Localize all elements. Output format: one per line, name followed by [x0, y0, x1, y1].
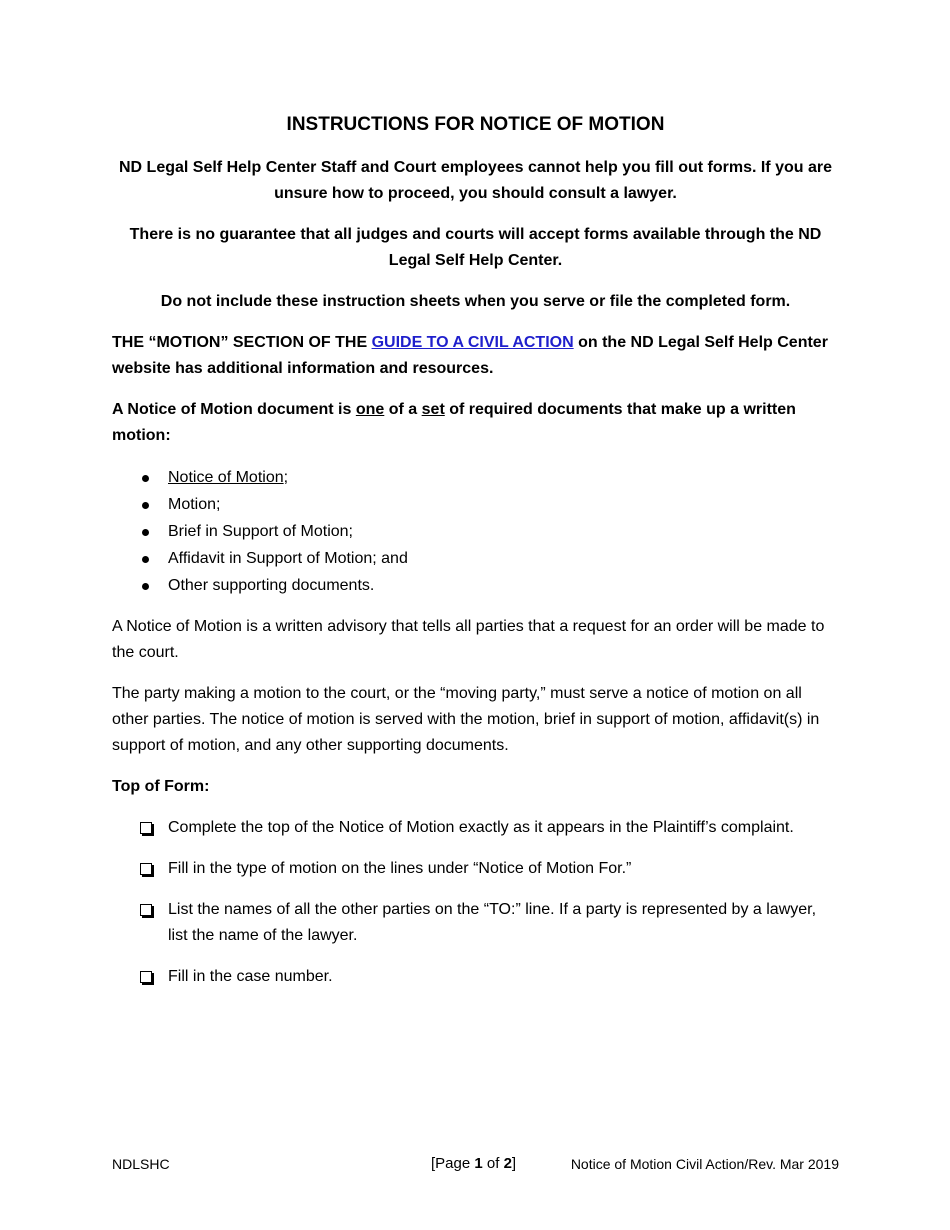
footer-form-revision: Notice of Motion Civil Action/Rev. Mar 2019 [570, 1156, 839, 1172]
intro-text-1: A Notice of Motion document is [112, 401, 356, 418]
footer-org: NDLSHC [112, 1156, 170, 1172]
page-of: of [482, 1155, 504, 1172]
page-prefix: [Page [431, 1155, 475, 1172]
list-item-text: Motion; [168, 496, 221, 513]
guide-to-civil-action-link[interactable]: GUIDE TO A CIVIL ACTION [371, 334, 574, 351]
checkbox-icon [140, 971, 152, 983]
required-documents-intro [112, 397, 839, 449]
list-item-text: Brief in Support of Motion; [168, 523, 353, 540]
moving-party-paragraph: The party making a motion to the court, or the “moving party,” must serve a notice of motion on all other parties. The notice of motion is served with the motion, brief in support of motion, affidavit(s) in support of motion, and any other supporting documents. [112, 685, 820, 754]
guide-text-before: THE “MOTION” SECTION OF THE [112, 334, 372, 351]
checklist-item [112, 964, 839, 990]
total-pages: 2 [503, 1155, 512, 1172]
bullet-icon [142, 475, 149, 482]
set-underlined: set [421, 401, 445, 418]
page-footer [112, 1153, 839, 1175]
intro-text-2: of a [384, 401, 422, 418]
checkbox-icon [140, 822, 152, 834]
page-title: INSTRUCTIONS FOR NOTICE OF MOTION [286, 114, 665, 135]
page-number [431, 1153, 516, 1175]
list-item [112, 518, 839, 545]
checklist-item [112, 897, 839, 949]
bullet-icon [142, 502, 149, 509]
document-page [112, 112, 839, 1005]
notice-of-motion-item: Notice of Motion [168, 469, 284, 486]
guide-text-after: on the ND Legal Self Help Center website has additional information and resources. [112, 334, 828, 377]
item-suffix: ; [283, 469, 289, 486]
top-of-form-heading: Top of Form: [112, 778, 210, 795]
checklist-item [112, 815, 839, 841]
list-item-text: Other supporting documents. [168, 577, 375, 594]
required-documents-list [112, 464, 839, 599]
checklist-text: Fill in the type of motion on the lines under “Notice of Motion For.” [168, 860, 632, 877]
advisory-paragraph: A Notice of Motion is a written advisory that tells all parties that a request for an order will be made to the court. [112, 618, 825, 661]
bullet-icon [142, 583, 149, 590]
staff-notice: ND Legal Self Help Center Staff and Court employees cannot help you fill out forms. If you are unsure how to proceed, you should consult a lawyer. [119, 159, 832, 202]
checklist-text: Complete the top of the Notice of Motion exactly as it appears in the Plaintiff’s complaint. [168, 819, 794, 836]
checklist-text: Fill in the case number. [168, 968, 333, 985]
list-item [112, 464, 839, 491]
checkbox-icon [140, 863, 152, 875]
bullet-icon [142, 529, 149, 536]
list-item [112, 572, 839, 599]
do-not-include-notice: Do not include these instruction sheets when you serve or file the completed form. [160, 293, 791, 310]
guide-paragraph [112, 330, 839, 382]
checkbox-icon [140, 904, 152, 916]
bullet-icon [142, 556, 149, 563]
checklist-text: List the names of all the other parties on the “TO:” line. If a party is represented by a lawyer, list the name of the lawyer. [168, 901, 817, 944]
top-of-form-checklist [112, 815, 839, 990]
one-underlined: one [355, 401, 385, 418]
page-suffix: ] [511, 1155, 517, 1172]
list-item [112, 491, 839, 518]
list-item [112, 545, 839, 572]
checklist-item [112, 856, 839, 882]
list-item-text: Affidavit in Support of Motion; and [168, 550, 408, 567]
no-guarantee-notice: There is no guarantee that all judges and courts will accept forms available through the ND Legal Self Help Center. [129, 226, 822, 269]
current-page: 1 [474, 1155, 483, 1172]
intro-text-3: of required documents that make up a written motion: [112, 401, 796, 444]
